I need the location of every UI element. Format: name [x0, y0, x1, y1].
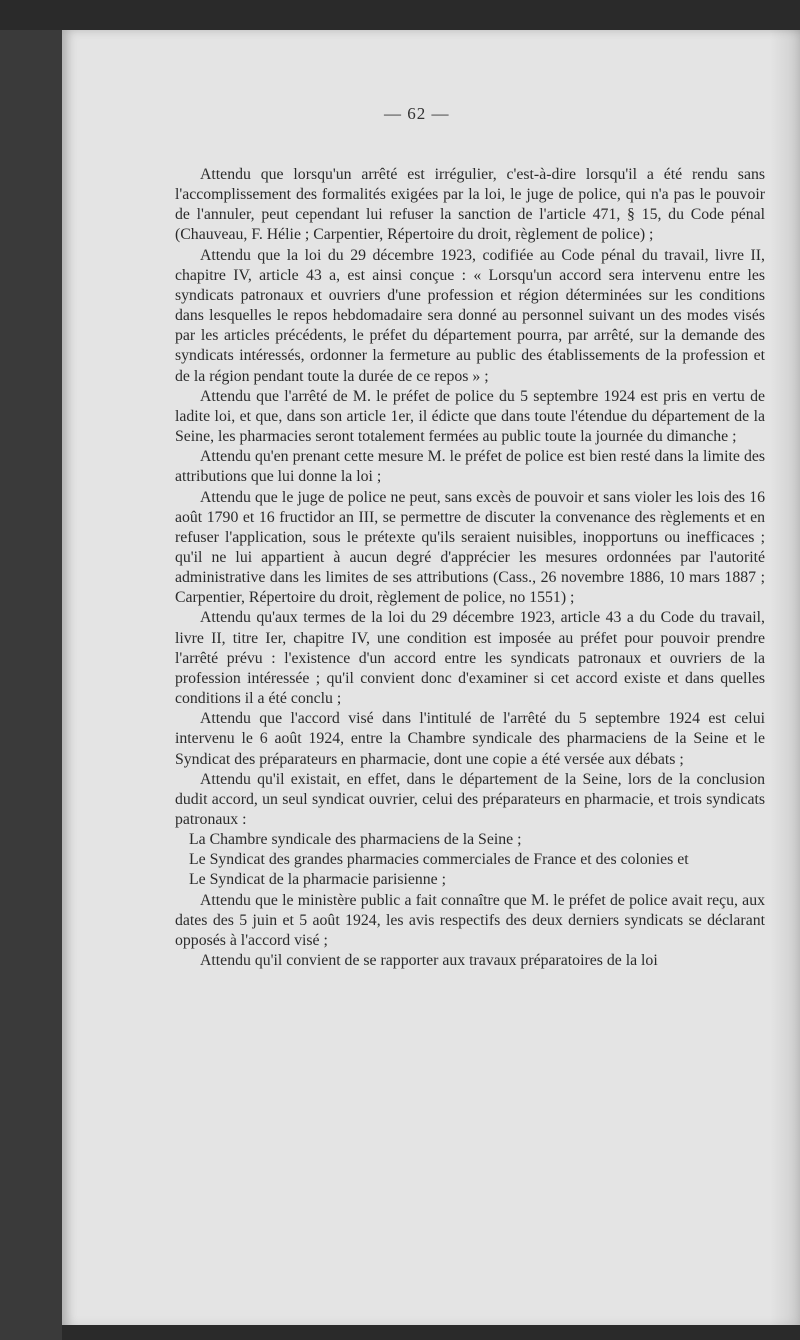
scan-bottom-edge: [62, 1325, 800, 1340]
paragraph: Attendu qu'aux termes de la loi du 29 décembre 1923, article 43 a du Code du travail, livre II, titre Ier, chapitre IV, une condition est imposée au préfet pour pouvoir prendre l'arrêté prévu : l'existence d'un accord entre les syndicats patronaux et ouvriers de la profession intéressée ; qu'il convient donc d'examiner si cet accord existe et dans quelles conditions il a été conclu ;: [175, 609, 765, 708]
scan-left-edge: [0, 30, 62, 1340]
paragraph: Attendu que lorsqu'un arrêté est irrégulier, c'est-à-dire lorsqu'il a été rendu sans l'accomplissement des formalités exigées par la loi, le juge de police, qui n'a pas le pouvoir de l'annuler, peut cependant lui refuser la sanction de l'article 471, § 15, du Code pénal (Chauveau, F. Hélie ; Carpentier, Répertoire du droit, règlement de police) ;: [175, 166, 765, 244]
paragraph: Attendu que l'arrêté de M. le préfet de police du 5 septembre 1924 est pris en vertu de ladite loi, et que, dans son article 1er, il édicte que dans toute l'étendue du département de la Seine, les pharmacies seront totalement fermées au public toute la journée du dimanche ;: [175, 387, 765, 446]
paragraph: Attendu que la loi du 29 décembre 1923, codifiée au Code pénal du travail, livre II, chapitre IV, article 43 a, est ainsi conçue : « Lorsqu'un accord sera intervenu entre les syndicats patronaux et ouvriers d'une profession et région déterminées sur les conditions dans lesquelles le repos hebdomadaire sera donné au personnel suivant un des modes visés par les articles précédents, le préfet du département pourra, par arrêté, sur la demande des syndicats intéressés, ordonner la fermeture au public des établissements de la profession et de la région pendant toute la durée de ce repos » ;: [175, 246, 765, 385]
list-item: Le Syndicat des grandes pharmacies commerciales de France et des colonies et: [189, 851, 689, 869]
list-item: La Chambre syndicale des pharmaciens de la Seine ;: [189, 831, 522, 849]
paragraph: Attendu qu'il convient de se rapporter aux travaux préparatoires de la loi: [200, 952, 658, 970]
body-text: [175, 165, 765, 971]
paragraph: Attendu qu'en prenant cette mesure M. le préfet de police est bien resté dans la limite des attributions que lui donne la loi ;: [175, 448, 765, 486]
paragraph: Attendu que le ministère public a fait connaître que M. le préfet de police avait reçu, aux dates des 5 juin et 5 août 1924, les avis respectifs des deux derniers syndicats se déclarant opposés à l'accord visé ;: [175, 891, 765, 949]
page-number: — 62 —: [384, 104, 450, 123]
paragraph: Attendu qu'il existait, en effet, dans le département de la Seine, lors de la conclusion dudit accord, un seul syndicat ouvrier, celui des préparateurs en pharmacie, et trois syndicats patronaux :: [175, 770, 765, 828]
paragraph: Attendu que le juge de police ne peut, sans excès de pouvoir et sans violer les lois des 16 août 1790 et 16 fructidor an III, se permettre de discuter la convenance des règlements et en refuser l'application, sous le prétexte qu'ils seraient nuisibles, inopportuns ou inefficaces ; qu'il ne lui appartient à aucun degré d'apprécier les mesures ordonnées par l'autorité administrative dans les limites de ses attributions (Cass., 26 novembre 1886, 10 mars 1887 ; Carpentier, Répertoire du droit, règlement de police, no 1551) ;: [175, 488, 765, 607]
page-shadow: [770, 30, 800, 1335]
paragraph: Attendu que l'accord visé dans l'intitulé de l'arrêté du 5 septembre 1924 est celui intervenu le 6 août 1924, entre la Chambre syndicale des pharmaciens de la Seine et le Syndicat des préparateurs en pharmacie, dont une copie a été versée aux débats ;: [175, 710, 765, 768]
list-item: Le Syndicat de la pharmacie parisienne ;: [189, 871, 447, 889]
